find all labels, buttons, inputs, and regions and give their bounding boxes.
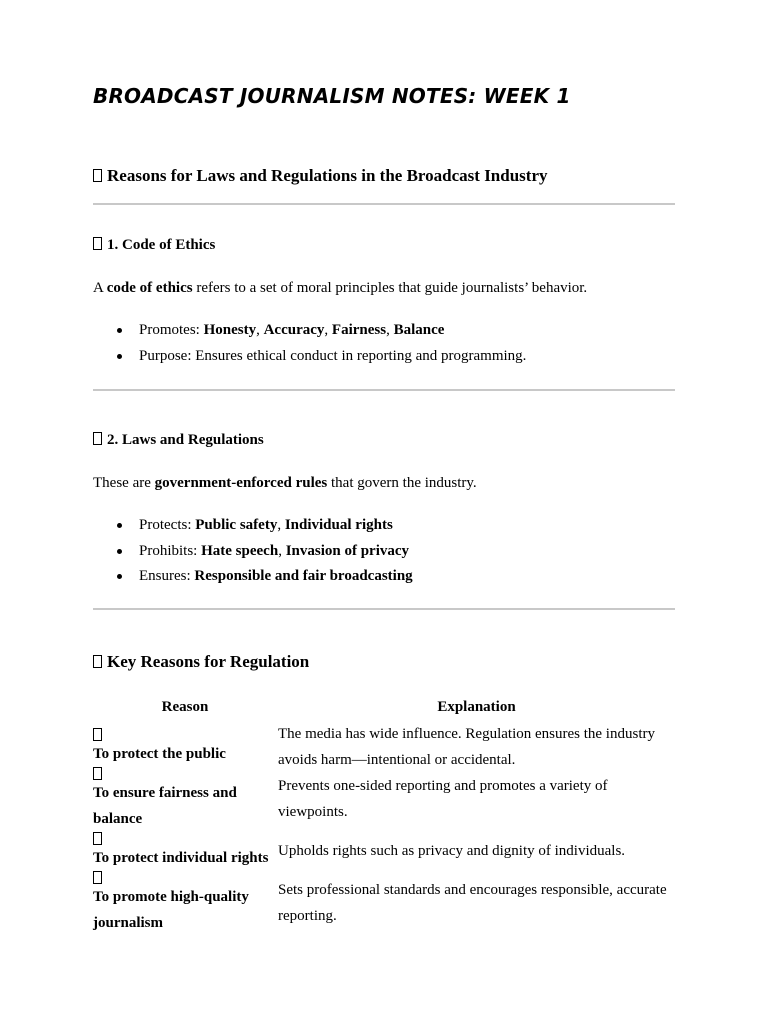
list-item: [93, 566, 413, 592]
missing-glyph-icon: [93, 655, 102, 668]
missing-glyph-icon: [93, 169, 102, 182]
code-of-ethics-list: [93, 320, 526, 371]
list-item-value: Public safety: [195, 517, 278, 533]
column-header-explanation: Explanation: [437, 699, 516, 715]
list-item-value: Invasion of privacy: [285, 542, 410, 559]
explanation-cell: [278, 825, 675, 877]
list-item-value: Honesty: [203, 322, 257, 338]
list-item-label: Protects:: [139, 517, 196, 533]
list-item-label: Ensures:: [139, 568, 195, 584]
reason-cell: [93, 825, 273, 877]
intro-text: A: [93, 280, 107, 296]
explanation-text: Upholds rights such as privacy and dignity of individuals.: [278, 843, 626, 859]
missing-glyph-icon: [93, 728, 102, 741]
horizontal-rule: [93, 608, 675, 610]
intro-term: code of ethics: [106, 280, 193, 296]
intro-text: that govern the industry.: [327, 475, 477, 491]
table-row: [93, 825, 675, 877]
reason-text: To protect the public: [93, 745, 226, 762]
section-heading-main: [93, 166, 548, 186]
list-item-value: Accuracy: [263, 322, 325, 338]
list-item: [93, 346, 526, 372]
list-item: Protects: Public safety, Individual rights: [93, 515, 413, 541]
section-heading-main-text: Reasons for Laws and Regulations in the Broadcast Industry: [107, 166, 548, 185]
laws-list: [93, 515, 413, 592]
list-item-label: Prohibits:: [139, 542, 202, 559]
code-of-ethics-heading-text: 1. Code of Ethics: [107, 237, 216, 253]
table-row: [93, 721, 675, 773]
explanation-text: Prevents one-sided reporting and promotes a variety of viewpoints.: [278, 778, 608, 820]
list-item-label: Promotes:: [139, 322, 204, 338]
reason-text: To promote high-quality journalism: [93, 888, 249, 931]
intro-text: refers to a set of moral principles that guide journalists’ behavior.: [192, 280, 588, 296]
explanation-cell: [278, 773, 675, 825]
reason-cell: [93, 721, 273, 773]
intro-text: These are: [93, 475, 155, 491]
horizontal-rule: [93, 203, 675, 205]
list-item-value: Hate speech: [201, 542, 279, 559]
explanation-cell: [278, 721, 675, 773]
reason-text: To protect individual rights: [93, 849, 269, 866]
table-row: [93, 877, 675, 929]
reason-text: To ensure fairness and balance: [93, 784, 237, 827]
intro-term: government-enforced rules: [154, 475, 328, 491]
missing-glyph-icon: [93, 832, 102, 845]
horizontal-rule: [93, 389, 675, 391]
laws-intro: [93, 475, 477, 492]
reason-cell: [93, 773, 273, 825]
missing-glyph-icon: [93, 767, 102, 780]
missing-glyph-icon: [93, 432, 102, 445]
table-header-row: [93, 697, 675, 721]
list-item-text: Purpose: Ensures ethical conduct in reporting and programming.: [139, 347, 527, 364]
laws-heading: [93, 432, 264, 449]
table-row: [93, 773, 675, 825]
list-item-value: Responsible and fair broadcasting: [194, 568, 413, 584]
column-header-reason: Reason: [161, 699, 209, 715]
list-item-value: Individual rights: [284, 517, 393, 533]
reason-cell: [93, 877, 273, 929]
explanation-text: The media has wide influence. Regulation ensures the industry avoids harm—intentional or accidental.: [278, 726, 655, 768]
key-reasons-heading: [93, 652, 309, 672]
reasons-table: [93, 697, 675, 929]
list-item-value: Fairness: [331, 322, 387, 338]
list-item: Promotes: Honesty, Accuracy, Fairness, Balance: [93, 320, 526, 346]
list-item: Prohibits: Hate speech, Invasion of privacy: [93, 541, 413, 567]
explanation-text: Sets professional standards and encourages responsible, accurate reporting.: [278, 882, 667, 924]
missing-glyph-icon: [93, 871, 102, 884]
missing-glyph-icon: [93, 237, 102, 250]
key-reasons-heading-text: Key Reasons for Regulation: [107, 652, 310, 671]
explanation-cell: [278, 877, 675, 929]
code-of-ethics-intro: [93, 280, 587, 297]
laws-heading-text: 2. Laws and Regulations: [107, 432, 264, 448]
page-title: BROADCAST JOURNALISM NOTES: WEEK 1: [93, 84, 571, 108]
code-of-ethics-heading: [93, 237, 215, 254]
list-item-value: Balance: [393, 322, 445, 338]
